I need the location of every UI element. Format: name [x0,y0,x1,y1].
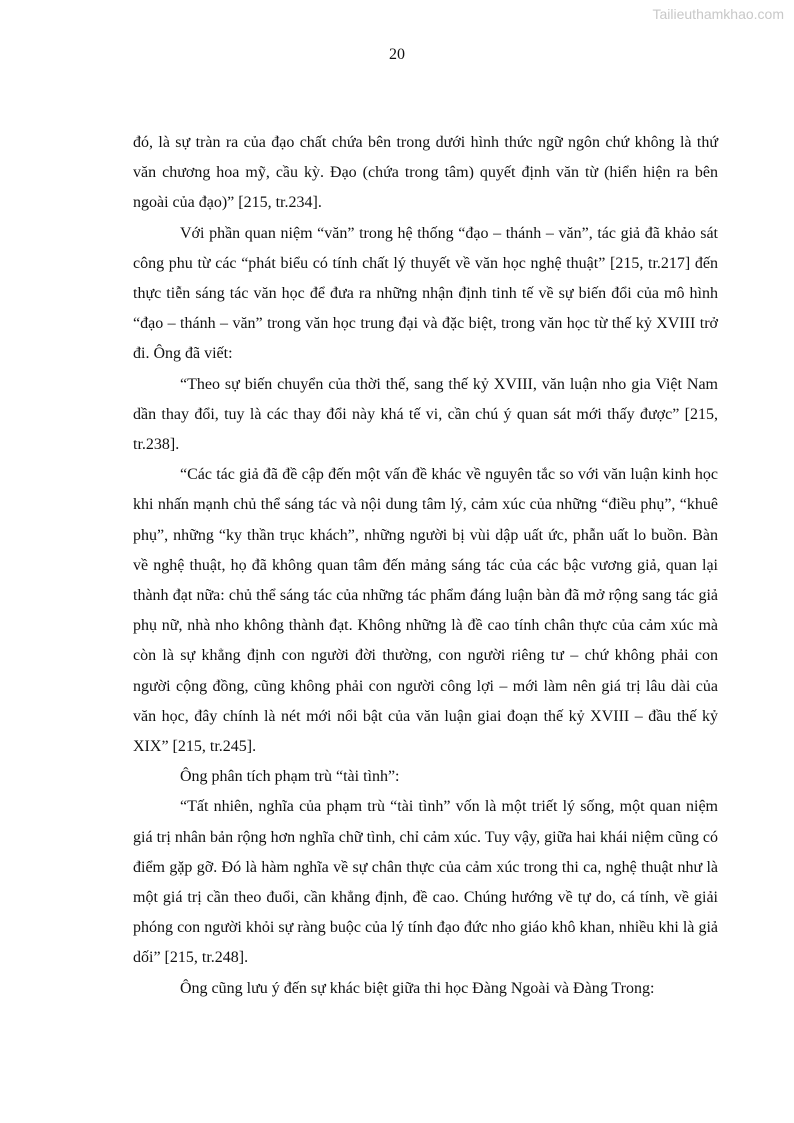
quote-paragraph: “Theo sự biến chuyển của thời thế, sang thế kỷ XVIII, văn luận nho gia Việt Nam dần thay đổi, tuy là các thay đổi này khá tế vi, cần chú ý quan sát mới thấy được” [215, tr.238]. [133,375,718,454]
paragraph: Ông phân tích phạm trù “tài tình”: [180,768,400,786]
body-text [133,128,718,1004]
quote-paragraph: “Các tác giả đã đề cập đến một vấn đề khác về nguyên tắc so với văn luận kinh học khi nhấn mạnh chủ thể sáng tác và nội dung tâm lý, cảm xúc của những “điều phụ”, “khuê phụ”, những “ky thần trục khách”, những người bị vùi dập uất ức, phẫn uất lo buồn. Bàn về nghệ thuật, họ đã không quan tâm đến mảng sáng tác của các bậc vương giả, quan lại thành đạt nữa: chủ thể sáng tác của những tác phẩm đáng luận bàn đã mở rộng sang tác giả phụ nữ, nhà nho không thành đạt. Không những là đề cao tính chân thực của cảm xúc mà còn là sự khẳng định con người đời thường, con người riêng tư – chứ không phải con người cộng đồng, cũng không phải con người công lợi – mới làm nên giá trị lâu dài của văn học, đây chính là nét mới nổi bật của văn luận giai đoạn thế kỷ XVIII – đầu thế kỷ XIX” [215, tr.245]. [133,466,718,756]
page-number: 20 [389,46,405,63]
paragraph: Ông cũng lưu ý đến sự khác biệt giữa thi học Đàng Ngoài và Đàng Trong: [180,979,655,997]
paragraph: Với phần quan niệm “văn” trong hệ thống “đạo – thánh – văn”, tác giả đã khảo sát công phu từ các “phát biểu có tính chất lý thuyết về văn học nghệ thuật” [215, tr.217] đến thực tiễn sáng tác văn học để đưa ra những nhận định tinh tế về sự biến đổi của mô hình “đạo – thánh – văn” trong văn học trung đại và đặc biệt, trong văn học từ thế kỷ XVIII trở đi. Ông đã viết: [133,224,718,363]
watermark: Tailieuthamkhao.com [652,6,784,22]
paragraph: đó, là sự tràn ra của đạo chất chứa bên trong dưới hình thức ngữ ngôn chứ không là thứ văn chương hoa mỹ, cầu kỳ. Đạo (chứa trong tâm) quyết định văn từ (hiển hiện ra bên ngoài của đạo)” [215, tr.234]. [133,134,718,212]
quote-paragraph: “Tất nhiên, nghĩa của phạm trù “tài tình” vốn là một triết lý sống, một quan niệm giá trị nhân bản rộng hơn nghĩa chữ tình, chỉ cảm xúc. Tuy vậy, giữa hai khái niệm cũng có điểm gặp gỡ. Đó là hàm nghĩa về sự chân thực của cảm xúc trong thi ca, nghệ thuật như là một giá trị cần theo đuổi, cần khẳng định, đề cao. Chúng hướng về tự do, cá tính, về giải phóng con người khỏi sự ràng buộc của lý tính đạo đức nho giáo khô khan, nhiều khi là giả dối” [215, tr.248]. [133,798,718,967]
